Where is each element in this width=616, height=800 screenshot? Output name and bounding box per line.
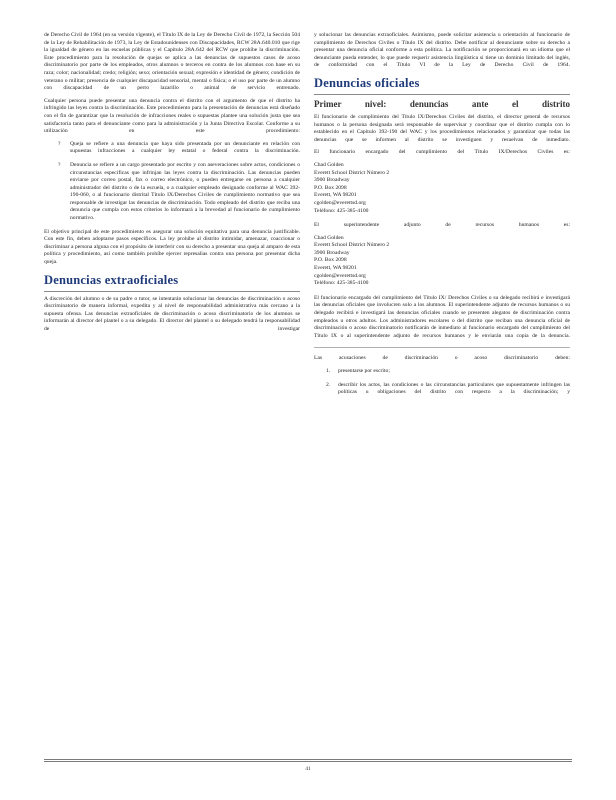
contact-box: P.O. Box 2098 xyxy=(314,184,347,191)
bullet-mark: ? xyxy=(58,161,61,168)
definitions-list xyxy=(58,141,300,223)
allegations-intro: Las acusaciones de discriminación o acoso discriminatorio deben: xyxy=(314,355,570,362)
contact-email[interactable]: cgolden@everettsd.org xyxy=(314,272,366,279)
definition-queja-text: Queja se refiere a una denuncia que haya sido presentada por un denunciante en relación con supuestas infracciones a cualquier ley estatal o federal contra la discriminación. xyxy=(70,140,300,155)
right-column xyxy=(314,32,570,403)
page-number: 41 xyxy=(305,766,311,772)
allegation-item-1 xyxy=(326,368,570,376)
contact-org: Everett School District Número 2 xyxy=(314,242,390,249)
contact-box: P.O. Box 2098 xyxy=(314,257,347,264)
contact-street: 3900 Broadway xyxy=(314,249,350,256)
objective-paragraph: El objetivo principal de este procedimiento es asegurar una solución equitativa para una denuncia justificable. Con este fin, deben adoptarse pasos específicos. La ley prohíbe al distrito intimidar, amenazar, coaccionar o discriminar a persona alguna con el propósito de interferir con su derecho a presentar una queja al amparo de esta política y procedimiento, así como también prohíbe ejercer represalias contra una persona por presentar dicha queja. xyxy=(44,228,300,266)
intro-paragraph: de Derecho Civil de 1964 (en su versión vigente), el Título IX de la Ley de Derecho Civil de 1972, la Sección 504 de la Ley de Rehabilitación de 1973, la Ley de Estadounidenses con Discapacidades, RCW 28A.640.010 que rige la igualdad de género en las escuelas públicas y el Capítulo 28A.642 del RCW que prohíbe la discriminación. Este procedimiento para la resolución de quejas se aplica a las denuncias de supuestos casos de acoso discriminatorio por parte de los empleados, otros alumnos o terceros en contra de los alumnos con base en su raza; color; nacionalidad; credo; religión; sexo; orientación sexual; expresión e identidad de género; condición de veterano o militar; presencia de cualquier discapacidad sensorial, mental o física; o el uso por parte de un alumno con discapacidad de un perro lazarillo o animal de servicio entrenado. xyxy=(44,32,300,92)
allegation-item-2 xyxy=(326,382,570,397)
list-number: 2. xyxy=(326,381,331,388)
contact-name: Chad Golden xyxy=(314,161,344,168)
footer-rule-top xyxy=(44,759,572,760)
contact-phone: Teléfono: 425-385-4100 xyxy=(314,207,369,214)
list-number: 1. xyxy=(326,368,331,374)
heading-rule xyxy=(314,94,570,95)
hr-intro: El superintendente adjunto de recursos humanos es: xyxy=(314,222,570,229)
heading-level-one: Primer nivel: denuncias ante el distrito xyxy=(314,98,570,109)
resolve-paragraph: y solucionar las denuncias extraoficiales. Asimismo, puede solicitar asistencia u orientación al funcionario de cumplimiento de Derechos Civiles o Título IX del distrito. Debe notificar al denunciante sobre su derecho a presentar una denuncia oficial conforme a esta política. La notificación se proporcionará en un idioma que el denunciante pueda entender, lo que puede requerir asistencia lingüística si tiene un dominio limitado del inglés, de conformidad con el Título VI de la Ley de Derecho Civil de 1964. xyxy=(314,32,570,69)
contact-city: Everett, WA 98201 xyxy=(314,192,357,199)
allegation-text-2: describir los actos, las condiciones o las circunstancias particulares que supuestamente infringen las políticas u obligaciones del distrito con respecto a la discriminación; y xyxy=(338,381,570,396)
contact-phone: Teléfono: 425-385-4100 xyxy=(314,280,369,287)
allegation-text-1: presentarse por escrito; xyxy=(338,368,390,374)
contact-block-compliance xyxy=(314,162,570,215)
informal-paragraph: A discreción del alumno o de su padre o tutor, se intentarán solucionar las denuncias de discriminación o acoso discriminatorio de manera informal, expedita y al nivel de responsabilidad administrativa más cercano a la supuesta ofensa. Las denuncias extraoficiales de discriminación o acoso discriminatorio de los alumnos se informarán al director del plantel o a su delegado. El director del plantel o su delegado tendrá la responsabilidad de investigar xyxy=(44,295,300,332)
contact-org: Everett School District Número 2 xyxy=(314,169,390,176)
heading-informal-complaints: Denuncias extraoficiales xyxy=(44,272,179,287)
formal-handling-paragraph: El funcionario encargado del cumplimiento del Título IX/ Derechos Civiles o su delegado recibirá e investigará las denuncias oficiales que involucren solo a los alumnos. El superintendente adjunto de recursos humanos o su delegado recibirá e investigará las denuncias oficiales cuando se presenten alegatos de discriminación contra empleados u otros adultos. Los administradores escolares o del distrito que reciban una denuncia oficial de discriminación o acoso discriminatorio notificarán de inmediato al funcionario encargado del cumplimiento del Título IX o al superintendente adjunto de recursos humanos y le enviarán una copia de la denuncia. xyxy=(314,294,570,339)
bullet-mark: ? xyxy=(58,140,61,147)
contact-street: 3900 Broadway xyxy=(314,177,350,184)
officer-intro: El funcionario encargado del cumplimiento del Título IX/Derechos Civiles es: xyxy=(314,149,570,156)
definition-item-denuncia xyxy=(58,162,300,223)
contact-block-hr xyxy=(314,235,570,288)
contact-city: Everett, WA 98201 xyxy=(314,265,357,272)
divider xyxy=(314,347,570,348)
heading-formal-complaints: Denuncias oficiales xyxy=(314,75,420,90)
allegations-list xyxy=(326,368,570,397)
contact-email[interactable]: cgolden@everettsd.org xyxy=(314,199,366,206)
definition-item-queja xyxy=(58,141,300,156)
compliance-paragraph: El funcionario de cumplimiento del Título IX/Derechos Civiles del distrito, el director general de recursos humanos o la persona designada será responsable de supervisar y coordinar que el distrito cumpla con lo establecido en el Capítulo 392-190 del WAC y los procedimientos relacionados y garantizar que todas las denuncias que se informen al distrito se investiguen y resuelvan de inmediato. xyxy=(314,113,570,143)
footer-rule-bottom xyxy=(44,761,572,762)
contact-name: Chad Golden xyxy=(314,234,344,241)
definition-denuncia-text: Denuncia se refiere a un cargo presentado por escrito y con aseveraciones sobre actos, condiciones o circunstancias específicas que infrinjan las leyes contra la discriminación. Las denuncias pueden enviarse por correo postal, fax o correo electrónico, o pueden entregarse en persona a cualquier administrador del distrito o de la escuela, o a cualquier empleado designado conforme al WAC 392-190-060, o al funcionario distrital Título IX/Derechos Civiles de cumplimiento normativo que sea responsable de investigar las denuncias de discriminación. Todo empleado del distrito que reciba una denuncia que cumpla con estos criterios lo informará a la brevedad al funcionario de cumplimiento normativo. xyxy=(70,161,300,222)
complaint-paragraph: Cualquier persona puede presentar una denuncia contra el distrito con el argumento de que el distrito ha infringido las leyes contra la discriminación. Este procedimiento para la presentación de denuncias está diseñado con el fin de garantizar que la resolución de infracciones reales o supuestas plantee una solución justa que sea satisfactoria tanto para el denunciante como para la administración y la Junta Directiva Escolar. Conforme a su utilización en este procedimiento: xyxy=(44,97,300,135)
left-column xyxy=(44,32,300,339)
heading-rule xyxy=(44,291,300,292)
